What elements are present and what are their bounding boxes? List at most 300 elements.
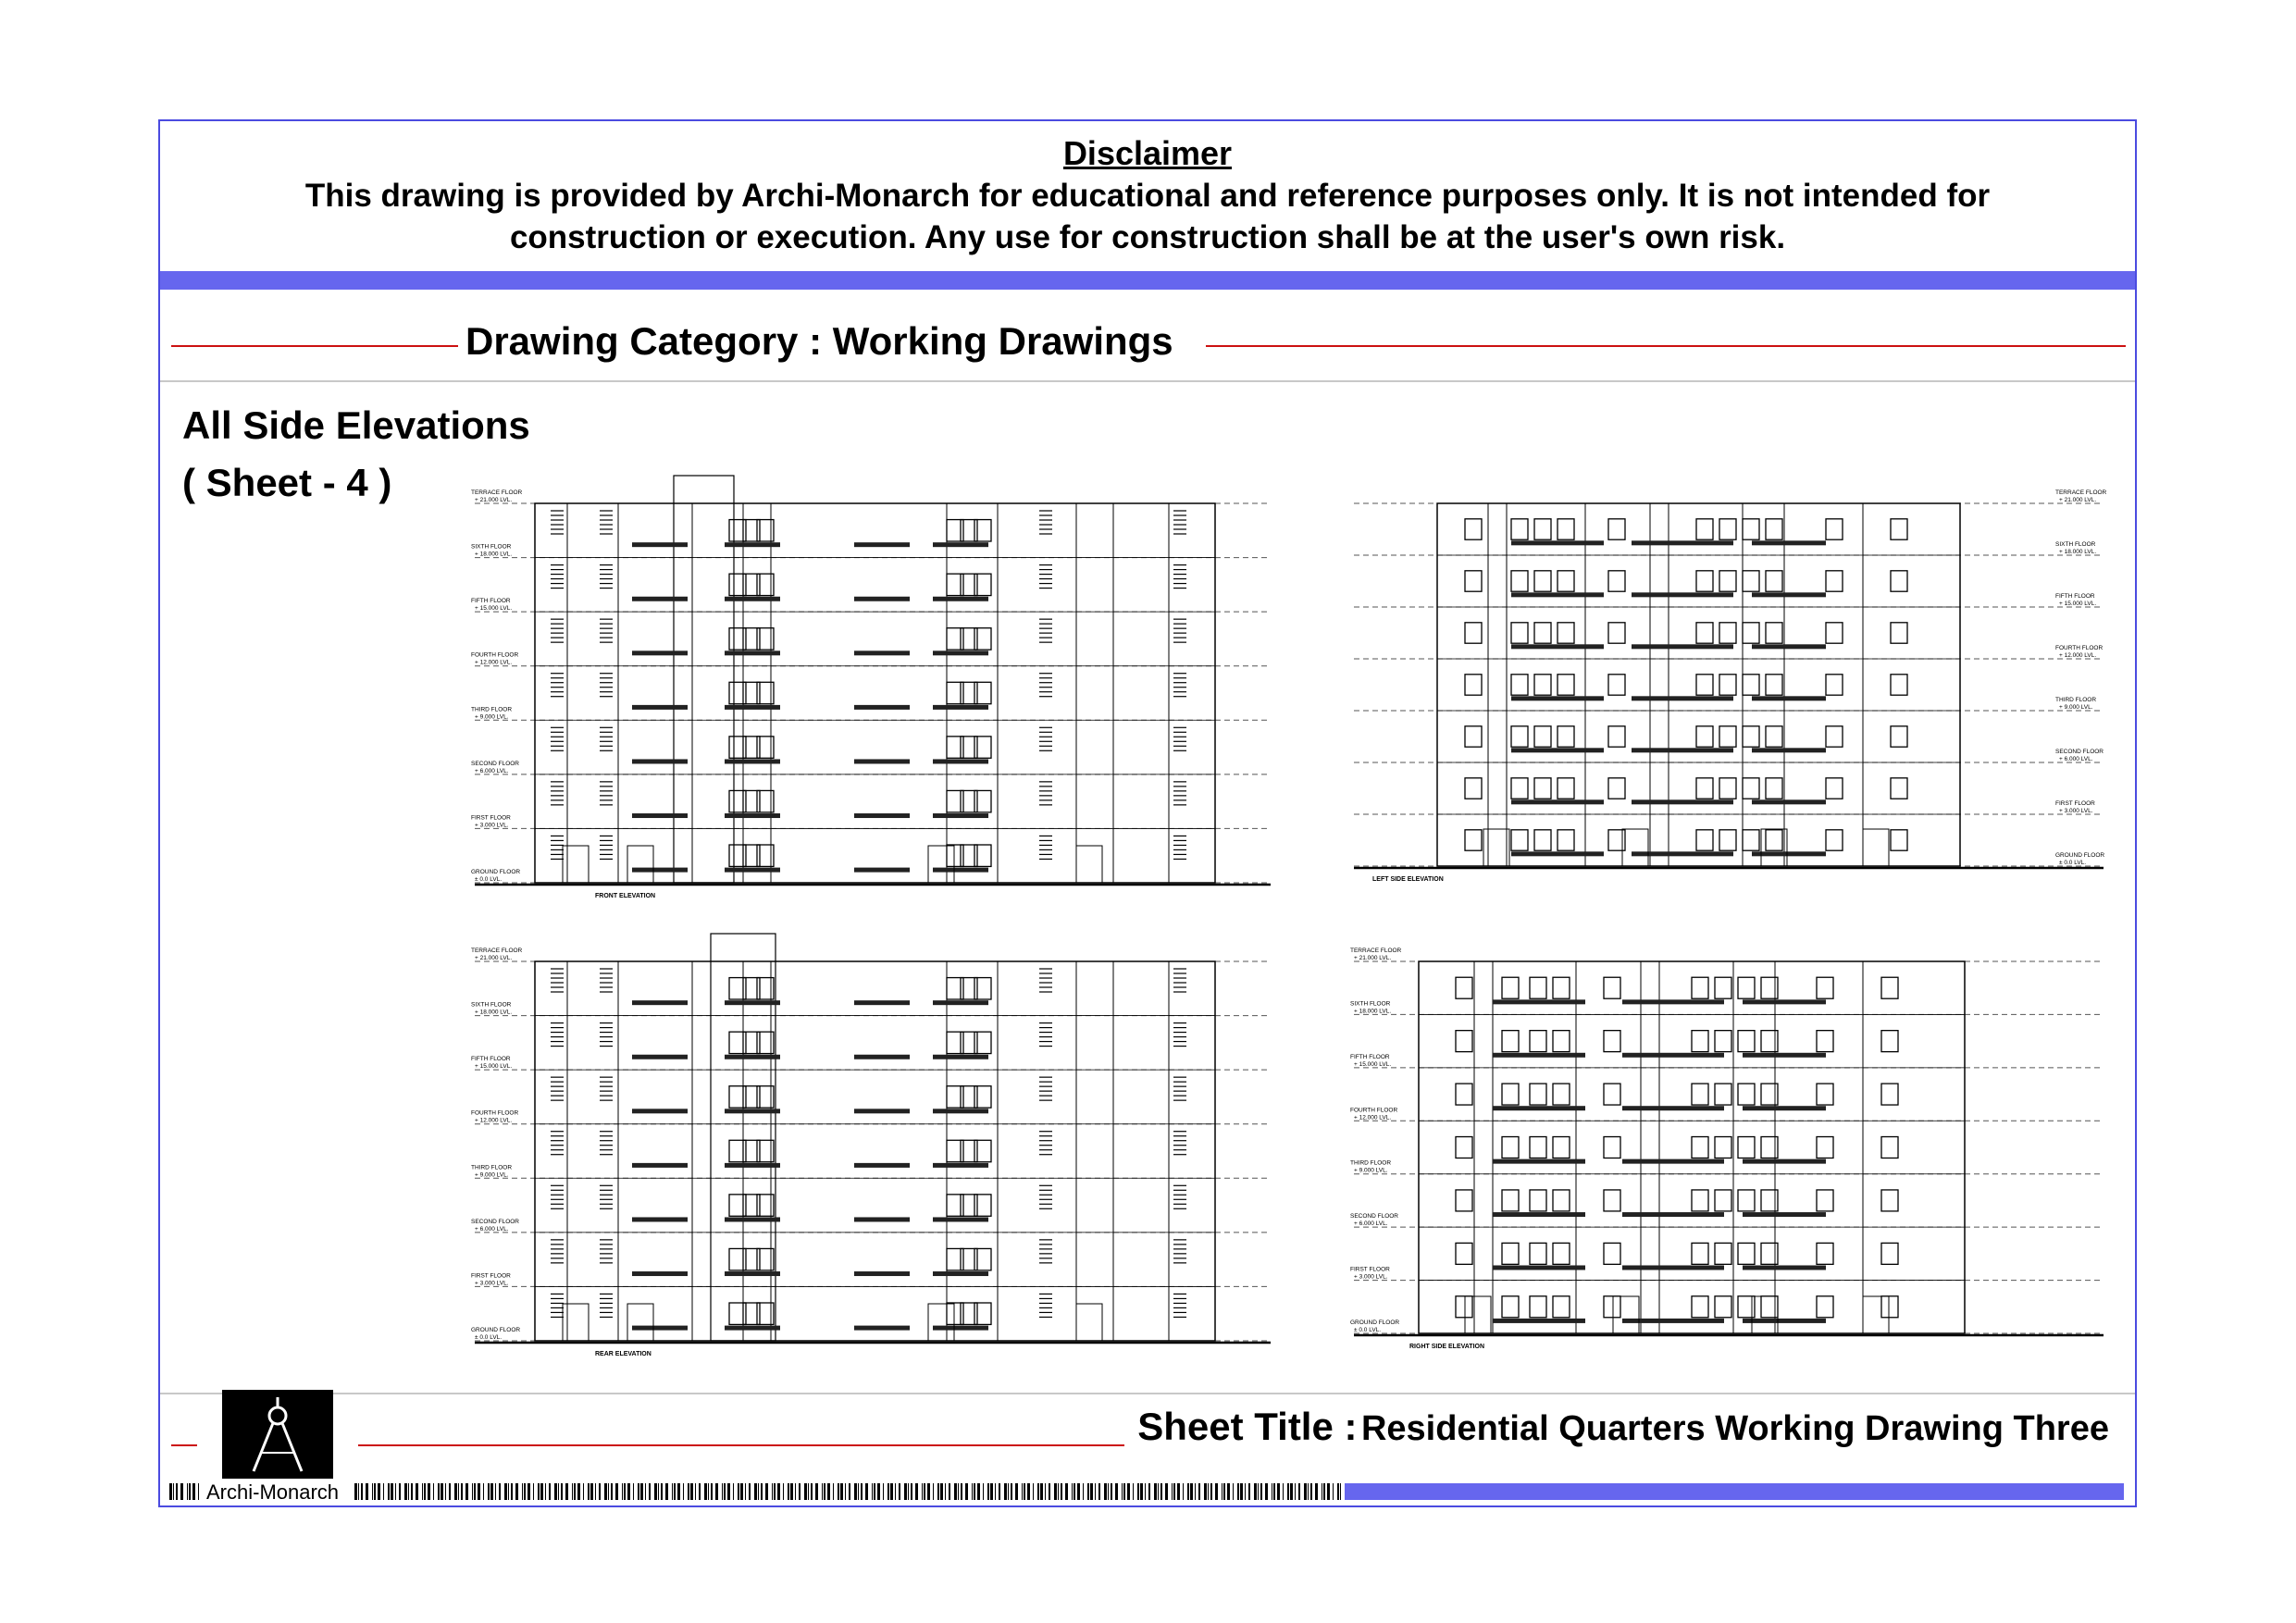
window — [1826, 675, 1843, 695]
balcony-rail — [1622, 1265, 1724, 1270]
level-name: THIRD FLOOR — [1350, 1159, 1392, 1167]
window — [1715, 977, 1731, 998]
window — [1715, 1084, 1731, 1105]
window — [1738, 1243, 1755, 1264]
balcony-rail — [1622, 1159, 1724, 1164]
window — [1502, 1031, 1519, 1052]
barcode-bar — [554, 1483, 557, 1500]
barcode-bar — [1033, 1483, 1034, 1500]
barcode-bar — [608, 1483, 609, 1500]
barcode-bar — [804, 1483, 807, 1500]
balcony-rail — [632, 1271, 688, 1276]
window — [1817, 1243, 1833, 1264]
window — [1553, 1084, 1570, 1105]
level-name: GROUND FLOOR — [2055, 852, 2105, 859]
balcony-rail — [1511, 799, 1604, 804]
window — [1817, 1137, 1833, 1158]
level-name: SECOND FLOOR — [471, 1218, 520, 1225]
balcony-rail — [632, 705, 688, 710]
window — [1456, 1296, 1472, 1318]
window — [1465, 675, 1482, 695]
window — [1530, 1031, 1546, 1052]
level-value: + 9.000 LVL. — [475, 713, 509, 721]
barcode-bar — [189, 1483, 191, 1500]
window — [1696, 675, 1713, 695]
barcode-bar — [1233, 1483, 1234, 1500]
window — [1826, 623, 1843, 643]
rear-elevation-drawing — [465, 926, 1280, 1361]
barcode-bar — [1108, 1483, 1109, 1500]
barcode-bar — [745, 1483, 746, 1500]
footer-rule-right — [358, 1444, 1124, 1446]
balcony-rail — [632, 1326, 688, 1331]
barcode-bar — [1061, 1483, 1062, 1500]
balcony-rail — [632, 1163, 688, 1168]
balcony-rail — [854, 1000, 910, 1005]
balcony-rail — [1752, 644, 1826, 649]
barcode-bar — [558, 1483, 559, 1500]
level-value: + 3.000 LVL. — [475, 822, 509, 829]
window — [1766, 571, 1782, 591]
balcony-rail — [854, 868, 910, 873]
level-name: FOURTH FLOOR — [471, 1109, 519, 1117]
door — [1465, 1296, 1491, 1333]
header-band — [160, 271, 2135, 290]
level-name: FOURTH FLOOR — [471, 651, 519, 659]
barcode-bar — [933, 1483, 934, 1500]
barcode-bar — [799, 1483, 800, 1500]
balcony-rail — [632, 1109, 688, 1113]
window — [1743, 675, 1759, 695]
window — [1891, 726, 1907, 747]
drawing-caption: REAR ELEVATION — [595, 1351, 652, 1357]
barcode-bar — [192, 1483, 195, 1500]
balcony-rail — [1632, 644, 1733, 649]
barcode-bar — [508, 1483, 509, 1500]
window — [1456, 977, 1472, 998]
door — [1761, 829, 1787, 866]
barcode-bar — [704, 1483, 707, 1500]
window — [1608, 519, 1625, 539]
footer-band — [1345, 1483, 2124, 1500]
level-value: + 18.000 LVL. — [475, 551, 513, 558]
level-value: + 15.000 LVL. — [1354, 1060, 1392, 1068]
balcony-rail — [1511, 748, 1604, 752]
window — [1891, 519, 1907, 539]
window — [1881, 1137, 1898, 1158]
disclaimer-title: Disclaimer — [1062, 134, 1233, 172]
window — [1502, 1296, 1519, 1318]
window — [1715, 1137, 1731, 1158]
barcode-bar — [1160, 1483, 1162, 1500]
window — [1553, 977, 1570, 998]
level-name: FIFTH FLOOR — [471, 1056, 511, 1063]
level-name: FOURTH FLOOR — [1350, 1107, 1398, 1114]
door — [1863, 1296, 1889, 1333]
barcode-bar — [490, 1483, 493, 1500]
barcode-bar — [815, 1483, 818, 1500]
barcode-bar — [180, 1483, 183, 1500]
barcode-bar — [1273, 1483, 1275, 1500]
level-name: THIRD FLOOR — [471, 706, 513, 713]
barcode-bar — [708, 1483, 709, 1500]
sheet-title-label: Sheet Title : — [1137, 1405, 1358, 1448]
window — [1456, 1243, 1472, 1264]
barcode-bar — [965, 1483, 968, 1500]
barcode-bar — [1058, 1483, 1059, 1500]
window — [1502, 1190, 1519, 1211]
left-side-elevation-drawing — [1345, 468, 2113, 894]
level-value: + 9.000 LVL. — [1354, 1167, 1388, 1174]
barcode-bar — [372, 1483, 373, 1500]
barcode-bar — [658, 1483, 659, 1500]
door — [627, 846, 653, 883]
balcony-rail — [854, 759, 910, 763]
balcony-rail — [1632, 592, 1733, 597]
door — [1483, 829, 1509, 866]
window — [1604, 977, 1620, 998]
window — [1715, 1031, 1731, 1052]
window — [1553, 1296, 1570, 1318]
window — [1817, 1296, 1833, 1318]
barcode-bar — [858, 1483, 859, 1500]
barcode-bar — [549, 1483, 551, 1500]
window — [1826, 778, 1843, 799]
barcode-bar — [533, 1483, 534, 1500]
barcode-bar — [449, 1483, 451, 1500]
window — [1608, 726, 1625, 747]
sheet-title — [1137, 1405, 2109, 1449]
level-value: ± 0.0 LVL. — [475, 1334, 503, 1341]
barcode-bar — [690, 1483, 693, 1500]
level-name: GROUND FLOOR — [1350, 1319, 1400, 1326]
window — [1817, 1031, 1833, 1052]
barcode-bar — [1015, 1483, 1018, 1500]
barcode-bar — [990, 1483, 993, 1500]
barcode-bar — [454, 1483, 457, 1500]
barcode-bar — [974, 1483, 975, 1500]
barcode-bar — [840, 1483, 843, 1500]
window — [1608, 571, 1625, 591]
balcony-rail — [1493, 1212, 1585, 1217]
barcode-bar — [887, 1483, 889, 1500]
window — [1692, 1296, 1708, 1318]
barcode-bar — [1323, 1483, 1325, 1500]
barcode-bar — [1127, 1483, 1130, 1500]
building-outline — [1437, 503, 1960, 866]
window — [1534, 675, 1551, 695]
barcode-bar — [1208, 1483, 1209, 1500]
window — [1553, 1190, 1570, 1211]
window — [1534, 623, 1551, 643]
level-name: TERRACE FLOOR — [1350, 948, 1402, 954]
barcode-bar — [665, 1483, 668, 1500]
window — [1817, 977, 1833, 998]
barcode-bar — [849, 1483, 850, 1500]
balcony-rail — [933, 868, 988, 873]
balcony-rail — [1743, 1106, 1826, 1110]
level-value: + 21.000 LVL. — [475, 497, 513, 503]
window — [1465, 778, 1482, 799]
window — [1719, 519, 1736, 539]
door — [1613, 1296, 1639, 1333]
barcode-bar — [572, 1483, 573, 1500]
balcony-rail — [854, 705, 910, 710]
balcony-rail — [632, 1217, 688, 1221]
balcony-rail — [1493, 1106, 1585, 1110]
sheet-title-value: Residential Quarters Working Drawing Three — [1360, 1409, 2109, 1448]
level-value: + 12.000 LVL. — [1354, 1114, 1392, 1121]
balcony-rail — [854, 1326, 910, 1331]
balcony-rail — [725, 705, 780, 710]
barcode-bar — [824, 1483, 825, 1500]
balcony-rail — [725, 1000, 780, 1005]
window — [1881, 1296, 1898, 1318]
barcode-bar — [890, 1483, 893, 1500]
barcode-bar — [515, 1483, 518, 1500]
balcony-rail — [1752, 592, 1826, 597]
level-value: + 15.000 LVL. — [2059, 601, 2097, 607]
level-name: THIRD FLOOR — [471, 1164, 513, 1171]
window — [1719, 778, 1736, 799]
window — [1743, 519, 1759, 539]
balcony-rail — [632, 597, 688, 601]
window — [1719, 623, 1736, 643]
balcony-rail — [632, 1055, 688, 1059]
barcode-bar — [788, 1483, 789, 1500]
barcode-bar — [838, 1483, 839, 1500]
balcony-rail — [1622, 1212, 1724, 1217]
balcony-rail — [1622, 1106, 1724, 1110]
barcode-bar — [1083, 1483, 1084, 1500]
window — [1511, 778, 1528, 799]
balcony-rail — [933, 597, 988, 601]
level-name: FIRST FLOOR — [471, 1272, 511, 1280]
barcode-bar — [1004, 1483, 1007, 1500]
barcode-bar — [540, 1483, 543, 1500]
level-value: + 18.000 LVL. — [1354, 1008, 1392, 1015]
window — [1604, 1031, 1620, 1052]
balcony-rail — [933, 1271, 988, 1276]
door — [1622, 829, 1648, 866]
window — [1696, 623, 1713, 643]
door — [563, 1304, 589, 1341]
window — [1511, 675, 1528, 695]
window — [1465, 830, 1482, 850]
barcode-bar — [1298, 1483, 1300, 1500]
window — [1692, 1084, 1708, 1105]
barcode-bar — [478, 1483, 480, 1500]
balcony-rail — [854, 1271, 910, 1276]
window — [1719, 830, 1736, 850]
barcode-bar — [811, 1483, 813, 1500]
barcode-bar — [1072, 1483, 1073, 1500]
window — [1511, 623, 1528, 643]
barcode-bar — [378, 1483, 380, 1500]
door — [563, 846, 589, 883]
barcode-bar — [1240, 1483, 1243, 1500]
window — [1817, 1190, 1833, 1211]
balcony-rail — [632, 868, 688, 873]
window — [1696, 830, 1713, 850]
level-value: + 15.000 LVL. — [475, 1063, 513, 1071]
balcony-rail — [1493, 1319, 1585, 1323]
level-value: + 18.000 LVL. — [475, 1009, 513, 1016]
balcony-rail — [1752, 851, 1826, 856]
barcode-bar — [915, 1483, 918, 1500]
barcode-bar — [661, 1483, 663, 1500]
door — [627, 1304, 653, 1341]
barcode-bar — [758, 1483, 759, 1500]
barcode-bar — [688, 1483, 689, 1500]
balcony-rail — [1743, 1159, 1826, 1164]
barcode-bar — [374, 1483, 376, 1500]
level-value: + 9.000 LVL. — [475, 1171, 509, 1179]
level-name: FIRST FLOOR — [2055, 800, 2095, 807]
level-name: FIFTH FLOOR — [2055, 593, 2095, 600]
window — [1511, 571, 1528, 591]
barcode-bar — [1158, 1483, 1159, 1500]
barcode-bar — [1277, 1483, 1280, 1500]
door — [1076, 1304, 1102, 1341]
level-name: FIFTH FLOOR — [471, 598, 511, 605]
barcode-bar — [774, 1483, 776, 1500]
barcode-bar — [1248, 1483, 1250, 1500]
balcony-rail — [725, 1271, 780, 1276]
window — [1738, 1031, 1755, 1052]
barcode-bar — [1327, 1483, 1330, 1500]
barcode-bar — [627, 1483, 630, 1500]
drawing-caption: FRONT ELEVATION — [595, 893, 656, 899]
barcode-bar — [1308, 1483, 1309, 1500]
barcode-bar — [833, 1483, 834, 1500]
window — [1881, 1084, 1898, 1105]
level-name: GROUND FLOOR — [471, 1327, 521, 1333]
window — [1766, 675, 1782, 695]
barcode-bar — [583, 1483, 584, 1500]
barcode-bar — [1283, 1483, 1284, 1500]
barcode-bar — [699, 1483, 701, 1500]
barcode-bar — [1104, 1483, 1107, 1500]
balcony-rail — [1743, 1053, 1826, 1058]
barcode-bar — [999, 1483, 1000, 1500]
window — [1608, 623, 1625, 643]
barcode-bar — [777, 1483, 780, 1500]
window — [1558, 623, 1574, 643]
balcony-rail — [725, 1163, 780, 1168]
window — [1891, 675, 1907, 695]
balcony-rail — [1632, 851, 1733, 856]
level-name: FIFTH FLOOR — [1350, 1053, 1390, 1060]
barcode-bar — [940, 1483, 943, 1500]
balcony-rail — [933, 1055, 988, 1059]
drawing-caption: LEFT SIDE ELEVATION — [1372, 876, 1444, 883]
barcode-bar — [695, 1483, 696, 1500]
level-value: + 12.000 LVL. — [475, 1117, 513, 1124]
barcode-bar — [1148, 1483, 1150, 1500]
level-name: TERRACE FLOOR — [471, 948, 523, 954]
barcode-bar — [590, 1483, 593, 1500]
barcode-bar — [1123, 1483, 1125, 1500]
window — [1502, 1137, 1519, 1158]
level-value: + 9.000 LVL. — [2059, 704, 2093, 711]
barcode-bar — [361, 1483, 363, 1500]
balcony-rail — [1752, 799, 1826, 804]
window — [1558, 830, 1574, 850]
balcony-rail — [725, 1217, 780, 1221]
barcode-bar — [1027, 1483, 1030, 1500]
barcode-bar — [922, 1483, 923, 1500]
disclaimer-line-1: This drawing is provided by Archi-Monarch for educational and reference purposes only. It is not intended for — [304, 178, 1991, 214]
balcony-rail — [854, 1163, 910, 1168]
level-name: SECOND FLOOR — [471, 760, 520, 767]
barcode-bar — [683, 1483, 684, 1500]
archi-monarch-logo — [222, 1390, 333, 1479]
barcode-bar — [1065, 1483, 1068, 1500]
window — [1738, 1190, 1755, 1211]
balcony-rail — [1622, 1053, 1724, 1058]
balcony-rail — [854, 597, 910, 601]
window — [1891, 830, 1907, 850]
balcony-rail — [1632, 748, 1733, 752]
window — [1456, 1031, 1472, 1052]
window — [1534, 830, 1551, 850]
drawing-category: Drawing Category : Working Drawings — [465, 319, 1173, 363]
barcode-bar — [595, 1483, 596, 1500]
barcode-bar — [1187, 1483, 1189, 1500]
window — [1465, 623, 1482, 643]
window — [1826, 830, 1843, 850]
window — [1608, 675, 1625, 695]
window — [1692, 1031, 1708, 1052]
barcode-bar — [1087, 1483, 1089, 1500]
level-name: GROUND FLOOR — [471, 869, 521, 875]
barcode-bar — [1210, 1483, 1212, 1500]
window — [1553, 1243, 1570, 1264]
balcony-rail — [1511, 851, 1604, 856]
window — [1766, 726, 1782, 747]
window — [1558, 519, 1574, 539]
barcode-bar — [1290, 1483, 1293, 1500]
window — [1558, 726, 1574, 747]
barcode-bar — [1040, 1483, 1043, 1500]
barcode-bar — [574, 1483, 576, 1500]
barcode-bar — [638, 1483, 639, 1500]
window — [1456, 1190, 1472, 1211]
window — [1456, 1084, 1472, 1105]
level-name: SIXTH FLOOR — [2055, 541, 2096, 548]
barcode-bar — [483, 1483, 484, 1500]
barcode-bar — [1198, 1483, 1200, 1500]
barcode-bar — [1137, 1483, 1139, 1500]
disclaimer-text — [216, 175, 2079, 258]
barcode-bar — [422, 1483, 423, 1500]
window — [1558, 778, 1574, 799]
window — [1604, 1190, 1620, 1211]
barcode-bar — [604, 1483, 607, 1500]
barcode-bar — [438, 1483, 440, 1500]
balcony-rail — [854, 650, 910, 655]
barcode-bar — [1254, 1483, 1257, 1500]
level-value: + 12.000 LVL. — [475, 659, 513, 666]
barcode-bar — [865, 1483, 868, 1500]
balcony-rail — [1493, 1159, 1585, 1164]
barcode-bar — [599, 1483, 601, 1500]
compass-icon — [222, 1390, 333, 1479]
barcode-bar — [588, 1483, 590, 1500]
balcony-rail — [1743, 1212, 1826, 1217]
level-value: + 21.000 LVL. — [475, 955, 513, 961]
